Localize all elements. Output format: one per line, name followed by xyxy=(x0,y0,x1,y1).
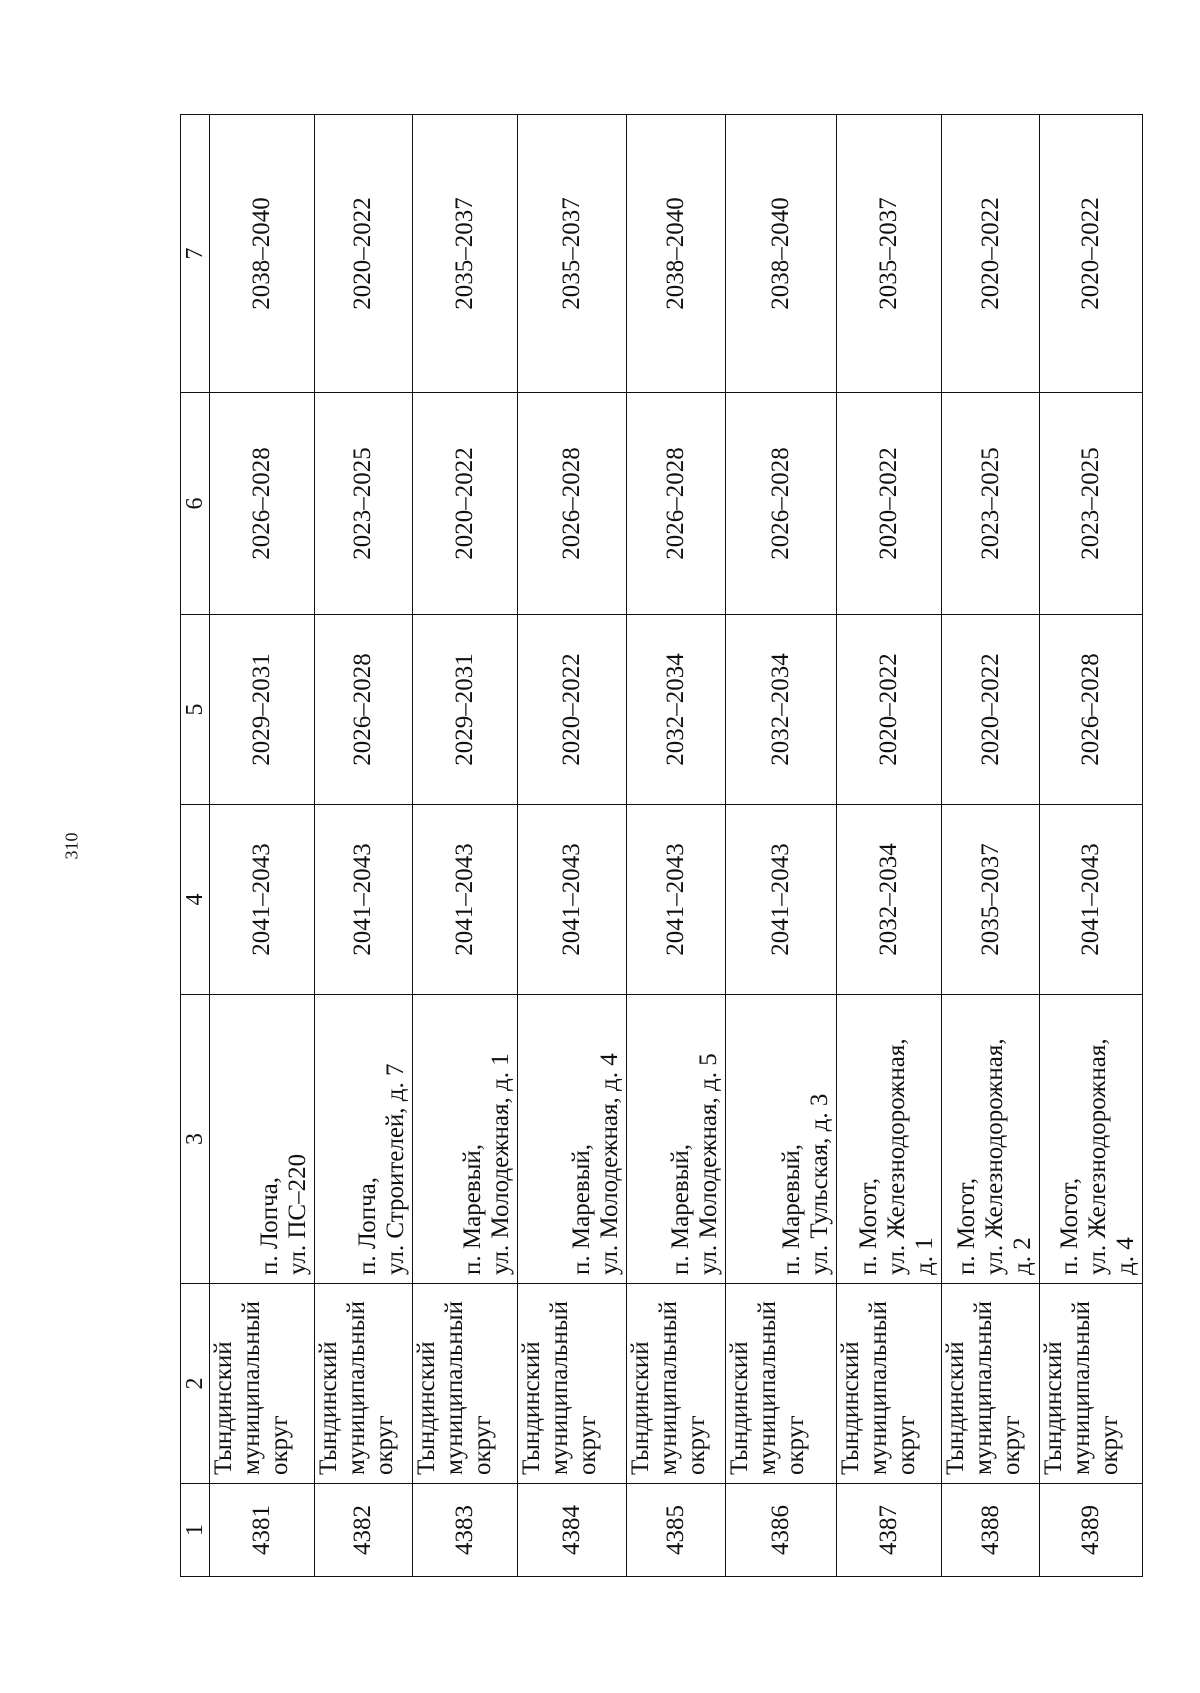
district-line: Тындинский xyxy=(837,1341,865,1475)
row-number-cell: 4381 xyxy=(210,1484,315,1577)
address-line: ул. Железнодорожная, xyxy=(882,1038,910,1275)
period-cell-col5: 2032–2034 xyxy=(725,615,837,805)
district-cell xyxy=(413,1284,518,1484)
period-cell-col7: 2020–2022 xyxy=(941,115,1039,393)
header-row xyxy=(181,115,210,1577)
column-header: 2 xyxy=(181,1284,210,1484)
period-cell-col5: 2032–2034 xyxy=(627,615,725,805)
period-cell-col5: 2029–2031 xyxy=(413,615,518,805)
address-line: п. Лопча, xyxy=(255,1176,283,1275)
address-line: ул. Молодежная, д. 5 xyxy=(694,1053,722,1275)
period-cell-col4: 2041–2043 xyxy=(1040,805,1143,995)
district-cell xyxy=(941,1284,1039,1484)
table-row xyxy=(941,115,1039,1577)
district-line: муниципальный xyxy=(1068,1301,1096,1475)
address-line: ул. ПС–220 xyxy=(283,1153,311,1275)
address-line: д. 4 xyxy=(1112,1237,1139,1275)
district-line: Тындинский xyxy=(941,1341,969,1475)
address-cell xyxy=(837,995,942,1284)
address-cell xyxy=(314,995,412,1284)
address-line: д. 2 xyxy=(1009,1237,1037,1275)
address-line: ул. Железнодорожная, xyxy=(1084,1038,1111,1275)
period-cell-col4: 2041–2043 xyxy=(210,805,315,995)
district-line: муниципальный xyxy=(238,1301,265,1475)
district-cell xyxy=(627,1284,725,1484)
district-cell xyxy=(314,1284,412,1484)
address-line: п. Могот, xyxy=(1056,1177,1083,1275)
district-line: Тындинский xyxy=(627,1341,655,1475)
address-line: п. Маревый, xyxy=(568,1143,596,1275)
period-cell-col7: 2038–2040 xyxy=(210,115,315,393)
period-cell-col5: 2020–2022 xyxy=(517,615,627,805)
period-cell-col7: 2038–2040 xyxy=(725,115,837,393)
table-row xyxy=(725,115,837,1577)
column-header: 1 xyxy=(181,1484,210,1577)
period-cell-col5: 2026–2028 xyxy=(1040,615,1143,805)
row-number-cell: 4388 xyxy=(941,1484,1039,1577)
period-cell-col6: 2023–2025 xyxy=(1040,393,1143,615)
row-number-cell: 4383 xyxy=(413,1484,518,1577)
period-cell-col4: 2041–2043 xyxy=(627,805,725,995)
address-cell xyxy=(210,995,315,1284)
district-line: муниципальный xyxy=(655,1301,683,1475)
period-cell-col4: 2041–2043 xyxy=(517,805,627,995)
address-line: ул. Строителей, д. 7 xyxy=(382,1063,410,1275)
table-row xyxy=(517,115,627,1577)
district-line: муниципальный xyxy=(753,1301,781,1475)
column-header: 3 xyxy=(181,995,210,1284)
period-cell-col6: 2023–2025 xyxy=(941,393,1039,615)
row-number-cell: 4389 xyxy=(1040,1484,1143,1577)
schedule-table xyxy=(180,114,1143,1577)
period-cell-col7: 2038–2040 xyxy=(627,115,725,393)
address-line: п. Могот, xyxy=(953,1177,981,1275)
period-cell-col5: 2029–2031 xyxy=(210,615,315,805)
address-line: п. Лопча, xyxy=(354,1176,382,1275)
address-line: п. Маревый, xyxy=(778,1143,806,1275)
address-cell xyxy=(627,995,725,1284)
district-line: муниципальный xyxy=(865,1301,893,1475)
period-cell-col4: 2041–2043 xyxy=(725,805,837,995)
period-cell-col7: 2035–2037 xyxy=(837,115,942,393)
row-number-cell: 4384 xyxy=(517,1484,627,1577)
column-header: 4 xyxy=(181,805,210,995)
period-cell-col6: 2020–2022 xyxy=(837,393,942,615)
district-line: округ xyxy=(893,1415,921,1475)
district-line: округ xyxy=(266,1415,293,1475)
district-line: муниципальный xyxy=(545,1301,573,1475)
district-line: муниципальный xyxy=(441,1301,469,1475)
district-line: округ xyxy=(1096,1415,1124,1475)
period-cell-col7: 2020–2022 xyxy=(314,115,412,393)
table-row xyxy=(1040,115,1143,1577)
row-number-cell: 4386 xyxy=(725,1484,837,1577)
period-cell-col6: 2026–2028 xyxy=(517,393,627,615)
period-cell-col6: 2020–2022 xyxy=(413,393,518,615)
period-cell-col6: 2026–2028 xyxy=(627,393,725,615)
table-row xyxy=(413,115,518,1577)
district-cell xyxy=(210,1284,315,1484)
address-line: п. Могот, xyxy=(854,1177,882,1275)
table-row xyxy=(210,115,315,1577)
district-line: Тындинский xyxy=(1040,1341,1068,1475)
row-number-cell: 4382 xyxy=(314,1484,412,1577)
period-cell-col4: 2041–2043 xyxy=(413,805,518,995)
row-number-cell: 4387 xyxy=(837,1484,942,1577)
row-number-cell: 4385 xyxy=(627,1484,725,1577)
address-cell xyxy=(725,995,837,1284)
district-line: Тындинский xyxy=(210,1341,237,1475)
district-line: Тындинский xyxy=(314,1341,342,1475)
address-cell xyxy=(413,995,518,1284)
address-cell xyxy=(1040,995,1143,1284)
district-line: округ xyxy=(370,1415,398,1475)
period-cell-col5: 2020–2022 xyxy=(941,615,1039,805)
district-line: округ xyxy=(781,1415,809,1475)
district-line: Тындинский xyxy=(413,1341,441,1475)
district-line: округ xyxy=(997,1415,1025,1475)
table-body xyxy=(210,115,1143,1577)
table-row xyxy=(627,115,725,1577)
district-line: муниципальный xyxy=(342,1301,370,1475)
period-cell-col6: 2023–2025 xyxy=(314,393,412,615)
address-line: ул. Железнодорожная, xyxy=(981,1038,1009,1275)
period-cell-col5: 2020–2022 xyxy=(837,615,942,805)
district-line: округ xyxy=(469,1415,497,1475)
district-line: округ xyxy=(683,1415,711,1475)
address-line: п. Маревый, xyxy=(458,1143,486,1275)
district-line: муниципальный xyxy=(969,1301,997,1475)
district-line: Тындинский xyxy=(725,1341,753,1475)
address-cell xyxy=(517,995,627,1284)
period-cell-col6: 2026–2028 xyxy=(725,393,837,615)
rotated-table-wrapper xyxy=(180,115,1143,1577)
period-cell-col7: 2020–2022 xyxy=(1040,115,1143,393)
district-line: Тындинский xyxy=(517,1341,545,1475)
period-cell-col4: 2035–2037 xyxy=(941,805,1039,995)
address-line: ул. Тульская, д. 3 xyxy=(806,1093,834,1275)
address-line: п. Маревый, xyxy=(666,1143,694,1275)
column-header: 7 xyxy=(181,115,210,393)
district-cell xyxy=(725,1284,837,1484)
column-header: 6 xyxy=(181,393,210,615)
district-cell xyxy=(837,1284,942,1484)
period-cell-col6: 2026–2028 xyxy=(210,393,315,615)
address-line: ул. Молодежная, д. 4 xyxy=(596,1053,624,1275)
period-cell-col4: 2032–2034 xyxy=(837,805,942,995)
address-cell xyxy=(941,995,1039,1284)
address-line: д. 1 xyxy=(910,1237,938,1275)
district-cell xyxy=(517,1284,627,1484)
address-line: ул. Молодежная, д. 1 xyxy=(486,1053,514,1275)
column-header: 5 xyxy=(181,615,210,805)
period-cell-col5: 2026–2028 xyxy=(314,615,412,805)
period-cell-col7: 2035–2037 xyxy=(413,115,518,393)
period-cell-col7: 2035–2037 xyxy=(517,115,627,393)
district-cell xyxy=(1040,1284,1143,1484)
district-line: округ xyxy=(573,1415,601,1475)
table-row xyxy=(837,115,942,1577)
page-number: 310 xyxy=(61,832,82,860)
period-cell-col4: 2041–2043 xyxy=(314,805,412,995)
table-row xyxy=(314,115,412,1577)
